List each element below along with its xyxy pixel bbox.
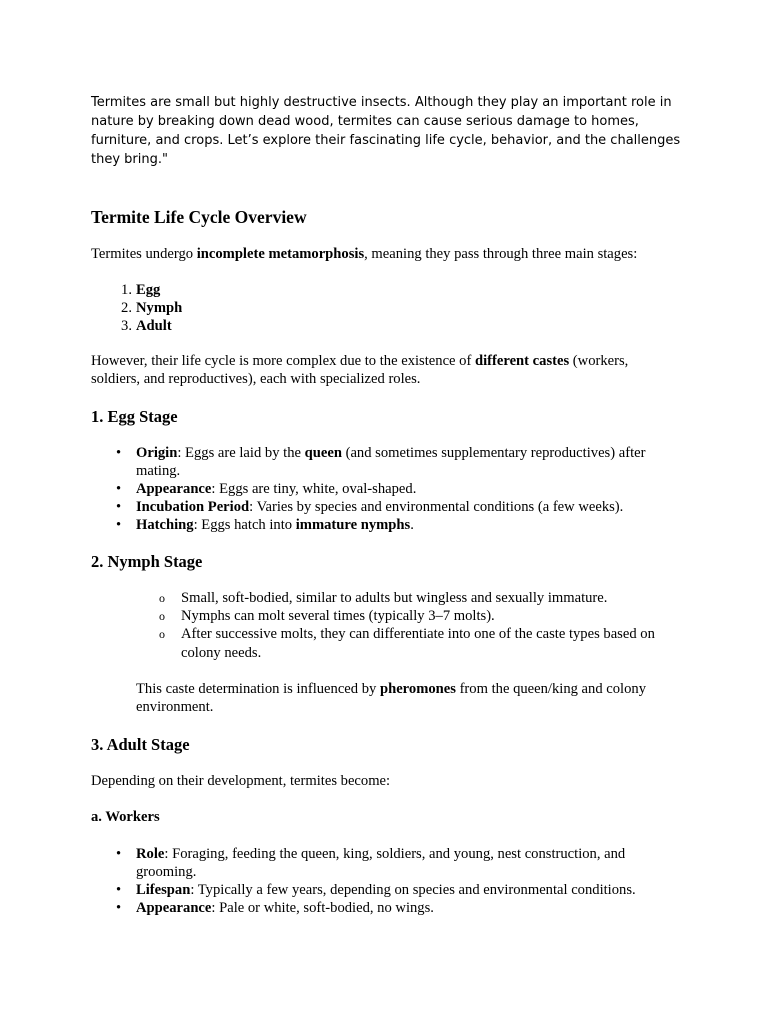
egg-stage-list bbox=[116, 444, 681, 534]
stage-item-adult: 3. Adult bbox=[121, 318, 172, 334]
adult-stage-heading: 3. Adult Stage bbox=[91, 735, 190, 754]
adult-stage-intro: Depending on their development, termites become: bbox=[91, 773, 391, 789]
list-item: • Incubation Period: Varies by species and environmental conditions (a few weeks). bbox=[116, 499, 624, 515]
workers-list bbox=[116, 845, 666, 917]
list-item: o Nymphs can molt several times (typically 3–7 molts). bbox=[159, 608, 495, 624]
stage-list bbox=[121, 281, 436, 335]
overview-heading: Termite Life Cycle Overview bbox=[91, 207, 307, 227]
list-item: o After successive molts, they can differentiate into one of the caste types based on colony needs. bbox=[159, 626, 655, 661]
list-item: • Appearance: Pale or white, soft-bodied, no wings. bbox=[116, 900, 434, 916]
list-item: • Hatching: Eggs hatch into immature nymphs. bbox=[116, 517, 414, 533]
castes-paragraph: However, their life cycle is more complex due to the existence of different castes (workers, soldiers, and reproductives), each with specialized roles. bbox=[91, 353, 629, 387]
nymph-stage-heading: 2. Nymph Stage bbox=[91, 552, 203, 571]
workers-heading: a. Workers bbox=[91, 809, 160, 825]
list-item: • Lifespan: Typically a few years, depending on species and environmental conditions. bbox=[116, 882, 636, 898]
list-item: • Appearance: Eggs are tiny, white, oval-shaped. bbox=[116, 481, 417, 497]
egg-stage-heading: 1. Egg Stage bbox=[91, 407, 178, 426]
list-item: • Role: Foraging, feeding the queen, king, soldiers, and young, nest construction, and grooming. bbox=[116, 846, 626, 880]
stage-item-egg: 1. Egg bbox=[121, 282, 161, 298]
list-item: o Small, soft-bodied, similar to adults but wingless and sexually immature. bbox=[159, 590, 608, 606]
caste-determination-note: This caste determination is influenced by pheromones from the queen/king and colony environment. bbox=[136, 681, 646, 715]
overview-intro: Termites undergo incomplete metamorphosis, meaning they pass through three main stages: bbox=[91, 246, 638, 262]
stage-item-nymph: 2. Nymph bbox=[121, 300, 183, 316]
nymph-stage-list bbox=[159, 589, 681, 663]
list-item: • Origin: Eggs are laid by the queen (and sometimes supplementary reproductives) after mating. bbox=[116, 445, 646, 479]
intro-paragraph: Termites are small but highly destructive insects. Although they play an important role in nature by breaking down dead wood, termites can cause serious damage to homes, furniture, and crops. Let’s explore their fascinating life cycle, behavior, and the challenges they bring." bbox=[91, 95, 681, 167]
